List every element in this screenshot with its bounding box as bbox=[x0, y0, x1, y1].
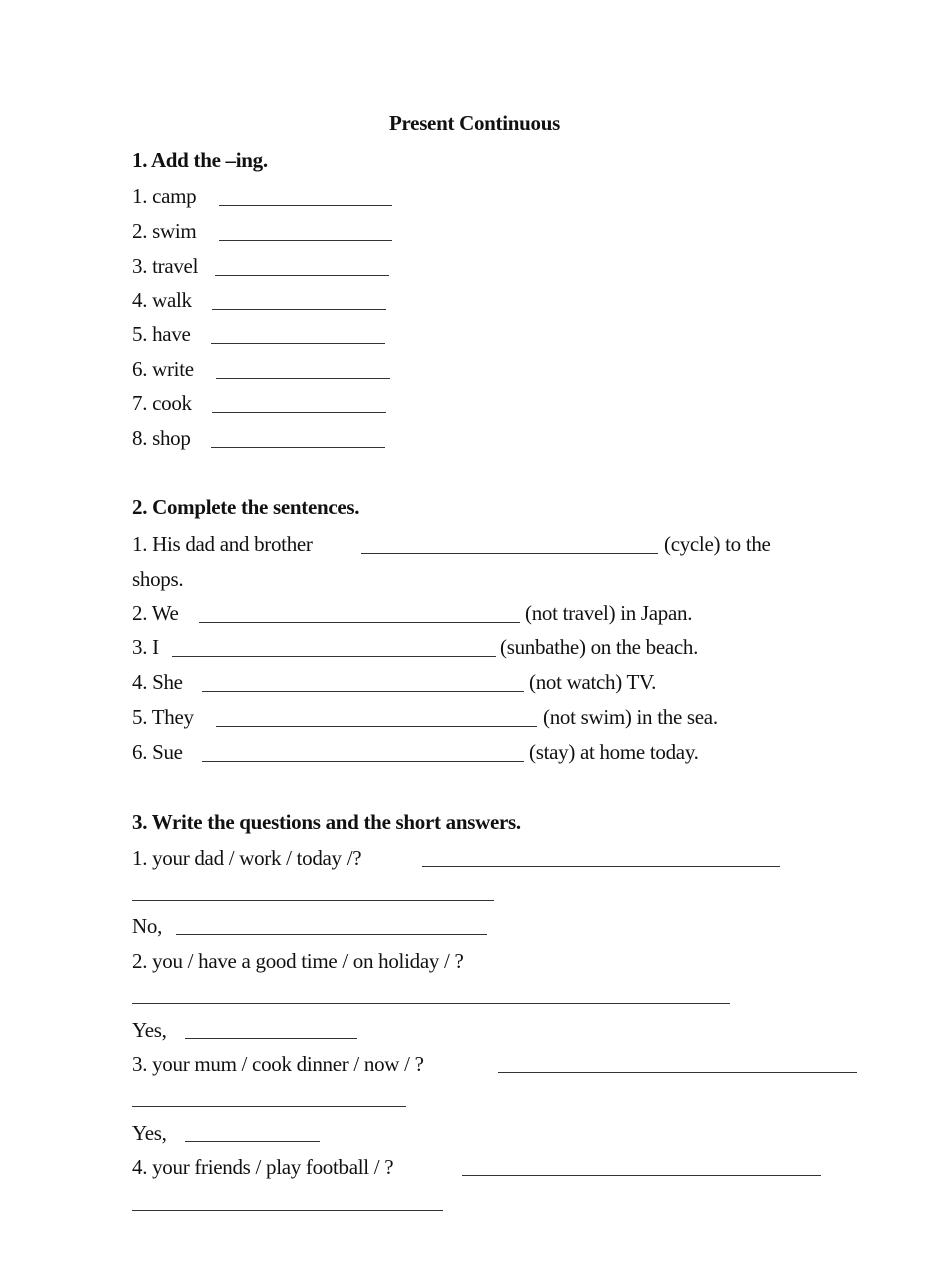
question-blank-continued[interactable] bbox=[132, 1210, 443, 1211]
word-item-label: 8. shop bbox=[132, 426, 191, 450]
section-1-heading: 1. Add the –ing. bbox=[132, 148, 268, 172]
sentence-start: 1. His dad and brother bbox=[132, 532, 313, 556]
question-prompt: 4. your friends / play football / ? bbox=[132, 1155, 394, 1179]
sentence-end: (stay) at home today. bbox=[529, 740, 699, 764]
word-item-label: 1. camp bbox=[132, 184, 197, 208]
answer-blank[interactable] bbox=[215, 275, 389, 276]
word-item-label: 4. walk bbox=[132, 288, 192, 312]
answer-blank[interactable] bbox=[212, 309, 386, 310]
question-prompt: 1. your dad / work / today /? bbox=[132, 846, 362, 870]
question-blank[interactable] bbox=[462, 1175, 821, 1176]
sentence-start: 3. I bbox=[132, 635, 159, 659]
question-blank[interactable] bbox=[498, 1072, 857, 1073]
answer-blank[interactable] bbox=[211, 447, 385, 448]
answer-blank[interactable] bbox=[219, 240, 392, 241]
short-answer-blank[interactable] bbox=[176, 934, 487, 935]
short-answer-blank[interactable] bbox=[185, 1038, 357, 1039]
answer-blank[interactable] bbox=[172, 656, 496, 657]
answer-blank[interactable] bbox=[216, 726, 537, 727]
section-3-heading: 3. Write the questions and the short answers. bbox=[132, 810, 521, 834]
sentence-end: (not swim) in the sea. bbox=[543, 705, 718, 729]
sentence-start: 6. Sue bbox=[132, 740, 183, 764]
section-2-heading: 2. Complete the sentences. bbox=[132, 495, 360, 519]
answer-blank[interactable] bbox=[219, 205, 392, 206]
question-prompt: 3. your mum / cook dinner / now / ? bbox=[132, 1052, 424, 1076]
sentence-end: (not travel) in Japan. bbox=[525, 601, 693, 625]
sentence-continuation: shops. bbox=[132, 567, 184, 591]
question-blank-continued[interactable] bbox=[132, 1106, 406, 1107]
answer-blank[interactable] bbox=[199, 622, 520, 623]
question-prompt: 2. you / have a good time / on holiday / ? bbox=[132, 949, 464, 973]
sentence-end: (sunbathe) on the beach. bbox=[500, 635, 699, 659]
answer-blank[interactable] bbox=[212, 412, 386, 413]
page-title: Present Continuous bbox=[389, 111, 560, 135]
question-blank[interactable] bbox=[132, 1003, 730, 1004]
short-answer-prefix: No, bbox=[132, 914, 163, 938]
short-answer-blank[interactable] bbox=[185, 1141, 320, 1142]
answer-blank[interactable] bbox=[202, 691, 524, 692]
sentence-end: (not watch) TV. bbox=[529, 670, 657, 694]
sentence-start: 5. They bbox=[132, 705, 194, 729]
answer-blank[interactable] bbox=[211, 343, 385, 344]
question-blank-continued[interactable] bbox=[132, 900, 494, 901]
short-answer-prefix: Yes, bbox=[132, 1121, 167, 1145]
word-item-label: 5. have bbox=[132, 322, 191, 346]
answer-blank[interactable] bbox=[361, 553, 658, 554]
sentence-start: 2. We bbox=[132, 601, 179, 625]
sentence-start: 4. She bbox=[132, 670, 183, 694]
answer-blank[interactable] bbox=[216, 378, 390, 379]
word-item-label: 2. swim bbox=[132, 219, 197, 243]
question-blank[interactable] bbox=[422, 866, 780, 867]
short-answer-prefix: Yes, bbox=[132, 1018, 167, 1042]
word-item-label: 3. travel bbox=[132, 254, 199, 278]
word-item-label: 6. write bbox=[132, 357, 194, 381]
sentence-end: (cycle) to the bbox=[664, 532, 771, 556]
word-item-label: 7. cook bbox=[132, 391, 192, 415]
answer-blank[interactable] bbox=[202, 761, 524, 762]
